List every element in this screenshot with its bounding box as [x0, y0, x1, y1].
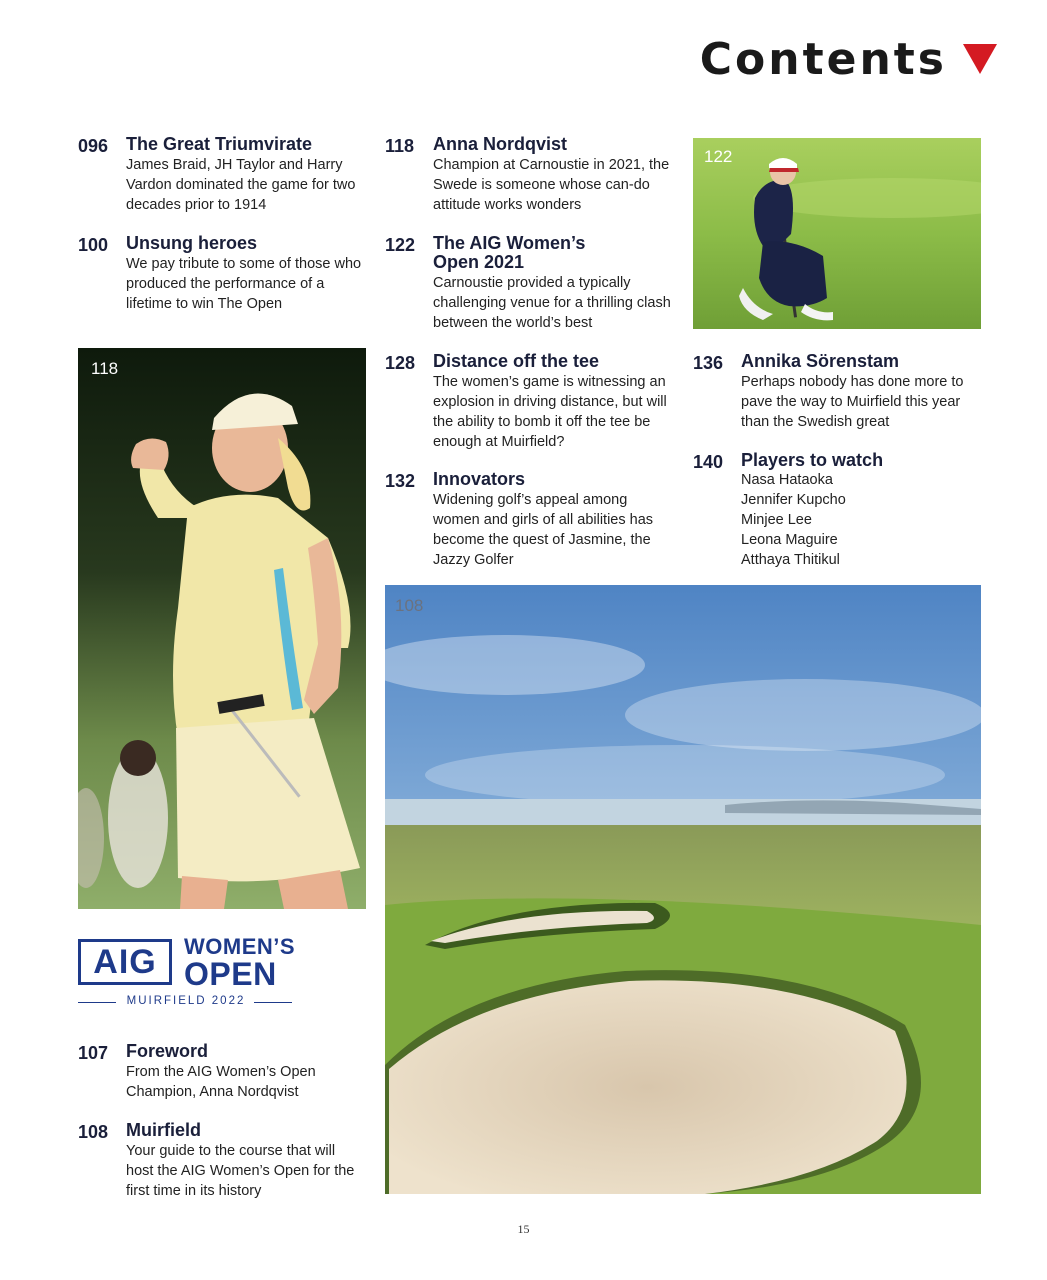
entry-title: Players to watch — [741, 450, 884, 470]
photo-illustration — [385, 585, 981, 1194]
player-name: Leona Maguire — [741, 532, 838, 548]
entry-title: The Great Triumvirate — [126, 134, 313, 154]
entry-description: Widening golf’s appeal among women and girls of all abilities has become the quest of Jasmine, the Jazzy Golfer — [433, 492, 654, 568]
womens-wordmark: WOMEN’S — [184, 934, 296, 959]
players-list — [741, 470, 993, 570]
player-name: Jennifer Kupcho — [741, 492, 846, 508]
photo-muirfield-course[interactable] — [385, 585, 981, 1194]
entry-description: Champion at Carnoustie in 2021, the Swede is someone whose can-do attitude works wonders — [433, 157, 670, 213]
entry-description: We pay tribute to some of those who produced the performance of a lifetime to win The Open — [126, 256, 362, 312]
player-name: Nasa Hataoka — [741, 472, 833, 488]
entry-page-number: 122 — [385, 235, 416, 255]
entry-title: Foreword — [126, 1041, 209, 1061]
entry-title: Innovators — [433, 469, 526, 489]
player-name: Minjee Lee — [741, 512, 812, 528]
contents-entry-118[interactable] — [385, 135, 685, 215]
entry-title: Unsung heroes — [126, 233, 258, 253]
logo-rule-right — [254, 1002, 292, 1003]
logo-rule-left — [78, 1002, 116, 1003]
entry-title-line-2: Open 2021 — [433, 252, 525, 272]
venue-label: MUIRFIELD 2022 — [126, 995, 246, 1007]
triangle-marker-icon — [963, 44, 997, 74]
contents-entry-136[interactable] — [693, 352, 993, 432]
entry-page-number: 128 — [385, 353, 416, 373]
entry-title: Anna Nordqvist — [433, 134, 568, 154]
photo-page-label: 122 — [704, 147, 733, 166]
contents-entry-128[interactable] — [385, 352, 685, 452]
contents-entry-096[interactable] — [78, 135, 378, 215]
entry-page-number: 108 — [78, 1122, 109, 1142]
entry-description: James Braid, JH Taylor and Harry Vardon dominated the game for two decades prior to 1914 — [126, 157, 356, 213]
entry-page-number: 132 — [385, 471, 416, 491]
photo-page-label: 118 — [91, 359, 119, 378]
entry-page-number: 136 — [693, 353, 724, 373]
photo-celebrating-golfer[interactable] — [78, 348, 366, 909]
entry-description: Carnoustie provided a typically challenging venue for a thrilling clash between the world’s best — [433, 275, 671, 331]
photo-crouching-golfer[interactable] — [693, 138, 981, 329]
entry-title-line-1: The AIG Women’s — [433, 233, 586, 253]
page-number: 15 — [517, 1222, 530, 1236]
aig-wordmark: AIG — [78, 939, 172, 985]
photo-illustration — [693, 138, 981, 329]
entry-description: Perhaps nobody has done more to pave the way to Muirfield this year than the Swedish great — [741, 374, 964, 430]
photo-page-label: 108 — [395, 596, 424, 615]
entry-description: The women’s game is witnessing an explosion in driving distance, but will the ability to bomb it off the tee be enough at Muirfield? — [433, 374, 667, 450]
page-title: Contents — [699, 34, 947, 85]
entry-page-number: 118 — [385, 136, 415, 156]
open-wordmark: OPEN — [184, 956, 277, 992]
entry-description: From the AIG Women’s Open Champion, Anna Nordqvist — [126, 1064, 316, 1100]
entry-title: Annika Sörenstam — [741, 351, 900, 371]
entry-title: Muirfield — [126, 1120, 201, 1140]
contents-entry-140[interactable] — [693, 451, 993, 570]
entry-page-number: 100 — [78, 235, 109, 255]
aig-womens-open-logo — [78, 934, 296, 1013]
contents-entry-122[interactable] — [385, 234, 685, 333]
entry-description: Your guide to the course that will host the AIG Women’s Open for the first time in its history — [126, 1143, 355, 1199]
entry-page-number: 107 — [78, 1043, 109, 1063]
photo-illustration — [78, 348, 366, 909]
entry-page-number: 096 — [78, 136, 109, 156]
contents-entry-132[interactable] — [385, 470, 685, 570]
player-name: Atthaya Thitikul — [741, 552, 840, 568]
entry-title: Distance off the tee — [433, 351, 600, 371]
contents-entry-108[interactable] — [78, 1121, 378, 1201]
entry-page-number: 140 — [693, 452, 724, 472]
contents-entry-107[interactable] — [78, 1042, 378, 1102]
contents-entry-100[interactable] — [78, 234, 378, 314]
